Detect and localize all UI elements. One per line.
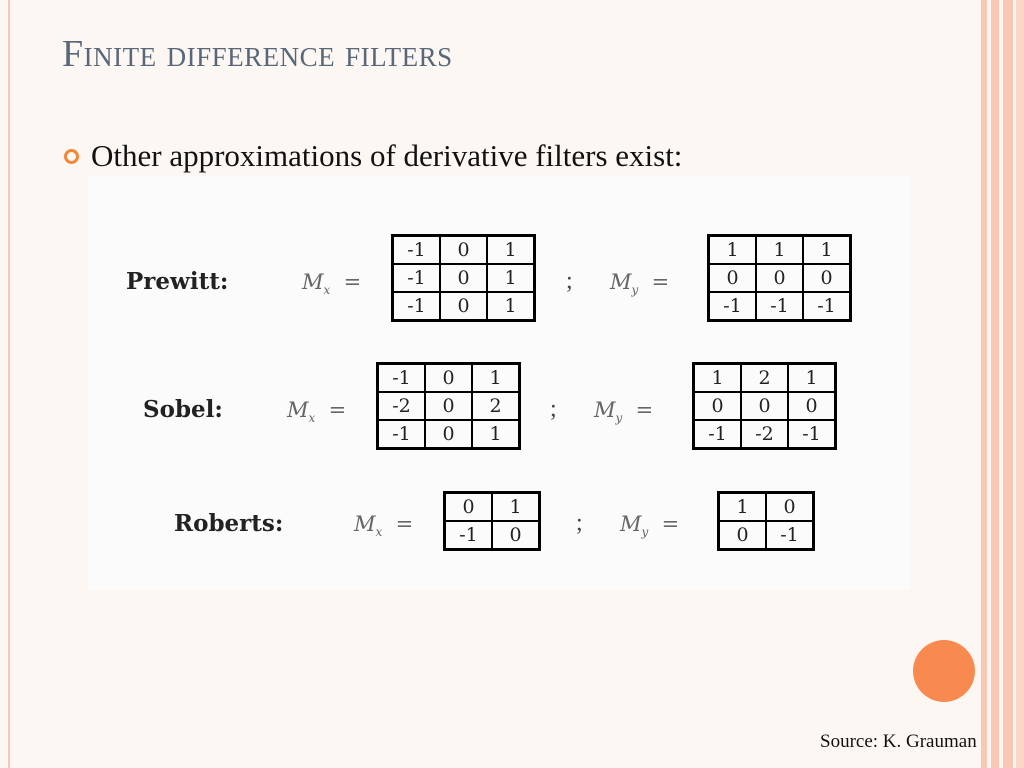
matrix-cell: -1 (803, 292, 851, 321)
matrix-cell: 0 (709, 264, 757, 292)
sobel-row (88, 360, 910, 456)
roberts-mx-matrix (443, 491, 541, 551)
matrix-cell: 1 (709, 236, 757, 265)
matrix-row (378, 420, 520, 449)
matrix-cell: 1 (472, 420, 520, 449)
matrix-cell: 1 (472, 364, 520, 393)
matrix-cell: 0 (788, 392, 836, 420)
matrix-cell: 1 (803, 236, 851, 265)
matrix-row (719, 521, 814, 550)
right-stripe-2 (991, 0, 999, 768)
matrix-cell: -1 (709, 292, 757, 321)
matrix-cell: 0 (440, 264, 487, 292)
matrix-row (694, 420, 836, 449)
bullet-text: Other approximations of derivative filters exist: (91, 138, 683, 173)
roberts-label: Roberts: (174, 510, 284, 537)
sobel-separator: ; (550, 396, 557, 422)
matrix-cell: 0 (756, 264, 803, 292)
slide-title: Finite difference filters (62, 33, 453, 75)
matrix-cell: 0 (425, 392, 472, 420)
matrix-row (709, 236, 851, 265)
bullet-item (64, 138, 682, 174)
matrix-cell: -2 (741, 420, 788, 449)
matrix-row (378, 364, 520, 393)
sobel-my-matrix (692, 362, 837, 450)
matrix-cell: 1 (719, 493, 767, 522)
right-stripe-4 (1016, 0, 1024, 768)
matrix-cell: 0 (694, 392, 742, 420)
filters-figure (88, 176, 910, 590)
matrix-row (709, 264, 851, 292)
bullet-icon (64, 149, 79, 164)
sobel-mx-matrix (376, 362, 521, 450)
matrix-cell: 2 (741, 364, 788, 393)
matrix-cell: 0 (803, 264, 851, 292)
matrix-cell: 1 (492, 493, 540, 522)
prewitt-row (88, 232, 910, 328)
roberts-my-label: $M_y$ = (620, 512, 680, 540)
matrix-cell: -1 (766, 521, 814, 550)
matrix-cell: -1 (393, 236, 441, 265)
roberts-mx-label: $M_x$ = (354, 512, 414, 540)
decorative-circle (913, 640, 975, 702)
matrix-cell: 0 (766, 493, 814, 522)
matrix-cell: 0 (719, 521, 767, 550)
matrix-cell: -1 (694, 420, 742, 449)
matrix-row (393, 236, 535, 265)
source-credit: Source: K. Grauman (820, 731, 977, 752)
matrix-cell: -1 (756, 292, 803, 321)
prewitt-my-label: $M_y$ = (610, 270, 670, 298)
matrix-cell: 0 (445, 493, 493, 522)
matrix-cell: -1 (393, 292, 441, 321)
roberts-separator: ; (576, 510, 583, 536)
right-stripe-3 (1003, 0, 1013, 768)
matrix-cell: 1 (487, 236, 535, 265)
matrix-cell: -1 (378, 364, 426, 393)
matrix-cell: 1 (694, 364, 742, 393)
matrix-cell: 0 (425, 420, 472, 449)
right-stripe-1 (981, 0, 987, 768)
prewitt-label: Prewitt: (126, 268, 229, 295)
matrix-cell: 0 (440, 292, 487, 321)
sobel-label: Sobel: (143, 396, 223, 423)
prewitt-mx-matrix (391, 234, 536, 322)
matrix-cell: -1 (788, 420, 836, 449)
prewitt-mx-label: $M_x$ = (302, 270, 362, 298)
matrix-row (709, 292, 851, 321)
matrix-cell: -1 (445, 521, 493, 550)
matrix-cell: 0 (425, 364, 472, 393)
prewitt-my-matrix (707, 234, 852, 322)
sobel-my-label: $M_y$ = (594, 398, 654, 426)
matrix-cell: -1 (393, 264, 441, 292)
matrix-cell: 0 (440, 236, 487, 265)
matrix-row (445, 493, 540, 522)
matrix-row (378, 392, 520, 420)
prewitt-separator: ; (566, 268, 573, 294)
roberts-row (88, 488, 910, 584)
matrix-cell: -2 (378, 392, 426, 420)
matrix-cell: 2 (472, 392, 520, 420)
matrix-cell: 1 (487, 264, 535, 292)
matrix-row (694, 364, 836, 393)
matrix-cell: 1 (788, 364, 836, 393)
matrix-row (393, 292, 535, 321)
matrix-cell: 1 (756, 236, 803, 265)
sobel-mx-label: $M_x$ = (287, 398, 347, 426)
matrix-cell: 0 (741, 392, 788, 420)
matrix-cell: 0 (492, 521, 540, 550)
matrix-row (393, 264, 535, 292)
roberts-my-matrix (717, 491, 815, 551)
matrix-row (719, 493, 814, 522)
left-border-line (8, 0, 10, 768)
matrix-row (445, 521, 540, 550)
matrix-row (694, 392, 836, 420)
matrix-cell: 1 (487, 292, 535, 321)
matrix-cell: -1 (378, 420, 426, 449)
